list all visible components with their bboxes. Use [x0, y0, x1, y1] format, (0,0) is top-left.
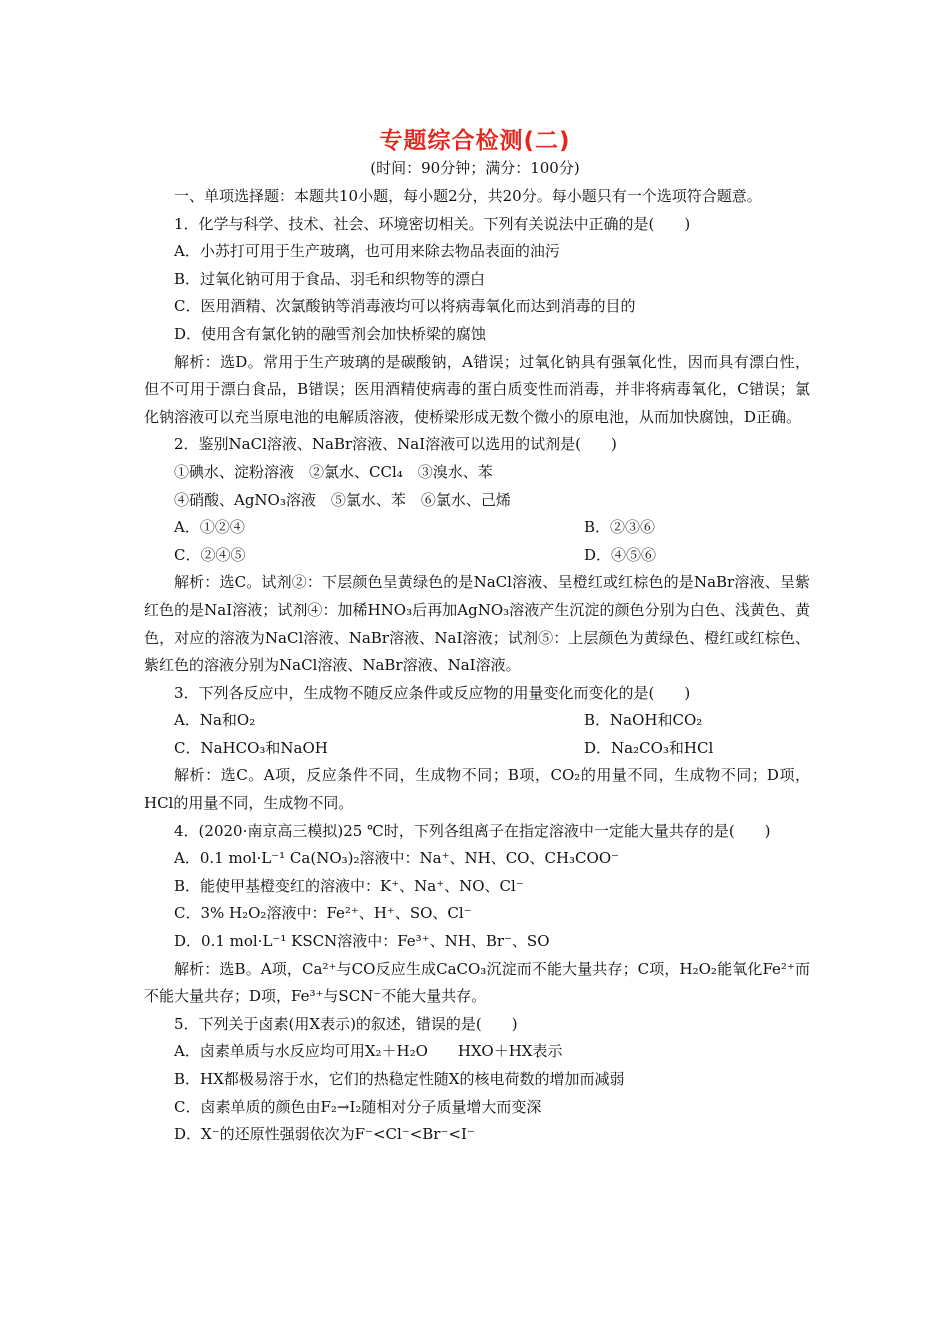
question-2-option-d: D．④⑤⑥ — [584, 545, 657, 564]
question-5-stem: 5．下列关于卤素(用X表示)的叙述，错误的是( ) — [174, 1014, 518, 1033]
question-2-options-row-2 — [144, 542, 810, 570]
page-title: 专题综合检测(二) — [379, 128, 571, 154]
document-body — [144, 183, 810, 1149]
exam-info: (时间：90分钟；满分：100分) — [370, 159, 580, 177]
question-4-stem: 4．(2020·南京高三模拟)25 ℃时，下列各组离子在指定溶液中一定能大量共存的是( ) — [174, 821, 771, 840]
question-3-analysis: 解析：选C。A项，反应条件不同，生成物不同；B项，CO₂的用量不同，生成物不同；D项，HCl的用量不同，生成物不同。 — [144, 766, 810, 813]
section-heading: 一、单项选择题：本题共10小题，每小题2分，共20分。每小题只有一个选项符合题意。 — [174, 187, 762, 205]
question-5-option-d: D．X⁻的还原性强弱依次为F⁻<Cl⁻<Br⁻<I⁻ — [174, 1125, 475, 1144]
question-1-option-d: D．使用含有氯化钠的融雪剂会加快桥梁的腐蚀 — [174, 324, 487, 343]
question-4-option-d: D．0.1 mol·L⁻¹ KSCN溶液中：Fe³⁺、NH、Br⁻、SO — [174, 932, 550, 951]
question-3-option-b: B．NaOH和CO₂ — [584, 711, 703, 730]
question-5-option-c: C．卤素单质的颜色由F₂→I₂随相对分子质量增大而变深 — [174, 1097, 542, 1116]
question-4-option-c: C．3% H₂O₂溶液中：Fe²⁺、H⁺、SO、Cl⁻ — [174, 904, 472, 923]
question-3-stem: 3．下列各反应中，生成物不随反应条件或反应物的用量变化而变化的是( ) — [174, 683, 691, 702]
question-2-reagents-1: ①碘水、淀粉溶液 ②氯水、CCl₄ ③溴水、苯 — [174, 462, 493, 481]
question-2-analysis: 解析：选C。试剂②：下层颜色呈黄绿色的是NaCl溶液、呈橙红或红棕色的是NaBr溶液、呈紫红色的是NaI溶液；试剂④：加稀HNO₃后再加AgNO₃溶液产生沉淀的颜色分别为白色、浅黄色、黄色，对应的溶液为NaCl溶液、NaBr溶液、NaI溶液；试剂⑤：上层颜色为黄绿色、橙红或红棕色、紫红色的溶液分别为NaCl溶液、NaBr溶液、NaI溶液。 — [144, 573, 810, 675]
question-2-option-a: A．①②④ — [174, 518, 245, 537]
question-3-option-d: D．Na₂CO₃和HCl — [584, 738, 714, 757]
question-2-reagents-2: ④硝酸、AgNO₃溶液 ⑤氯水、苯 ⑥氯水、己烯 — [174, 490, 511, 509]
question-2-option-c: C．②④⑤ — [174, 545, 246, 564]
question-3-options-row-2 — [144, 735, 810, 763]
question-4-option-a: A．0.1 mol·L⁻¹ Ca(NO₃)₂溶液中：Na⁺、NH、CO、CH₃COO⁻ — [174, 849, 620, 868]
question-4-option-b: B．能使甲基橙变红的溶液中：K⁺、Na⁺、NO、Cl⁻ — [174, 876, 524, 895]
question-1-option-b: B．过氧化钠可用于食品、羽毛和织物等的漂白 — [174, 269, 486, 288]
question-3-option-c: C．NaHCO₃和NaOH — [174, 738, 328, 757]
question-1-option-a: A．小苏打可用于生产玻璃，也可用来除去物品表面的油污 — [174, 242, 560, 261]
question-1-analysis: 解析：选D。常用于生产玻璃的是碳酸钠，A错误；过氧化钠具有强氧化性，因而具有漂白性，但不可用于漂白食品，B错误；医用酒精使病毒的蛋白质变性而消毒，并非将病毒氧化，C错误；氯化钠溶液可以充当原电池的电解质溶液，使桥梁形成无数个微小的原电池，从而加快腐蚀，D正确。 — [144, 352, 810, 426]
question-5-option-b: B．HX都极易溶于水，它们的热稳定性随X的核电荷数的增加而减弱 — [174, 1070, 625, 1088]
question-3-option-a: A．Na和O₂ — [174, 711, 256, 730]
question-1-stem: 1．化学与科学、技术、社会、环境密切相关。下列有关说法中正确的是( ) — [174, 214, 691, 233]
question-2-stem: 2．鉴别NaCl溶液、NaBr溶液、NaI溶液可以选用的试剂是( ) — [174, 435, 617, 454]
question-2-options-row-1 — [144, 514, 810, 542]
question-5-option-a: A．卤素单质与水反应均可用X₂＋H₂O HXO＋HX表示 — [174, 1042, 563, 1061]
question-3-options-row-1 — [144, 707, 810, 735]
question-4-analysis: 解析：选B。A项，Ca²⁺与CO反应生成CaCO₃沉淀而不能大量共存；C项，H₂O₂能氧化Fe²⁺而不能大量共存；D项，Fe³⁺与SCN⁻不能大量共存。 — [144, 959, 810, 1006]
question-2-option-b: B．②③⑥ — [584, 518, 656, 537]
question-1-option-c: C．医用酒精、次氯酸钠等消毒液均可以将病毒氧化而达到消毒的目的 — [174, 297, 636, 316]
